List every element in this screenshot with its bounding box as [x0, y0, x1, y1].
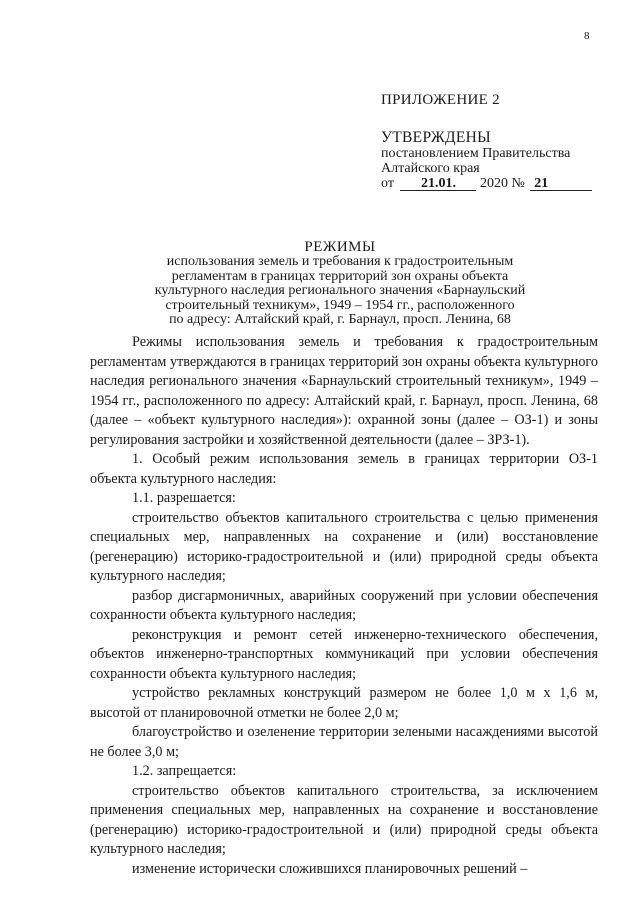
subtitle-line: культурного наследия регионального значения «Барнаульский [154, 283, 526, 298]
approved-by-line: постановлением Правительства [381, 146, 571, 161]
appendix-block [381, 92, 621, 192]
decree-year: 2020 № [479, 176, 525, 191]
list-item: строительство объектов капитального строительства, за исключением применения специальных мер, направленных на сохранение и восстановление (регенерацию) историко-градостроительной и (или) природной среды объекта культурного наследия; [90, 782, 598, 857]
list-item: реконструкция и ремонт сетей инженерно-технического обеспечения, объектов инженерно-транспортных коммуникаций при условии обеспечения сохранности объекта культурного наследия; [90, 626, 598, 682]
document-title: РЕЖИМЫ [304, 239, 376, 255]
decree-date-value: 21.01. [400, 177, 476, 191]
page-number: 8 [584, 30, 590, 42]
list-item: устройство рекламных конструкций размером не более 1,0 м х 1,6 м, высотой от планировочной отметки не более 2,0 м; [90, 685, 598, 721]
list-item: благоустройство и озеленение территории зелеными насаждениями высотой не более 3,0 м; [90, 724, 598, 760]
approved-heading: УТВЕРЖДЕНЫ [381, 129, 491, 146]
section-heading: 1. Особый режим использования земель в границах территории ОЗ-1 объекта культурного наследия: [90, 451, 598, 487]
subsection-heading: 1.1. разрешается: [132, 490, 236, 506]
date-prefix: от [381, 176, 394, 191]
document-title-block [100, 239, 580, 328]
approved-by-region: Алтайского края [381, 161, 480, 176]
list-item: изменение исторически сложившихся планировочных решений – [132, 860, 528, 877]
decree-number-value: 21 [530, 177, 592, 191]
list-item: разбор дисгармоничных, аварийных сооружений при условии обеспечения сохранности объекта культурного наследия; [90, 587, 598, 623]
document-body [90, 333, 598, 879]
appendix-title: ПРИЛОЖЕНИЕ 2 [381, 92, 500, 108]
subtitle-line: использования земель и требования к градостроительным [166, 254, 514, 269]
decree-date-row [381, 176, 621, 192]
subtitle-line: по адресу: Алтайский край, г. Барнаул, просп. Ленина, 68 [169, 312, 511, 327]
subtitle-line: регламентам в границах территорий зон охраны объекта [171, 268, 509, 284]
intro-paragraph: Режимы использования земель и требования к градостроительным регламентам утверждаются в границах территорий зон охраны объекта культурного наследия регионального значения «Барнаульский строительный техникум», 1949 – 1954 гг., расположенного по адресу: Алтайский край, г. Барнаул, просп. Ленина, 68 (далее – «объект культурного наследия»): охранной зоны (далее – ОЗ-1) и зоны регулирования застройки и хозяйственной деятельности (далее – ЗРЗ-1). [90, 334, 598, 448]
subsection-heading: 1.2. запрещается: [132, 763, 237, 779]
list-item: строительство объектов капитального строительства с целью применения специальных мер, направленных на сохранение и (или) восстановление (регенерацию) историко-градостроительной и (или) природной среды объекта культурного наследия; [90, 509, 598, 584]
subtitle-line: строительный техникум», 1949 – 1954 гг., расположенного [165, 297, 515, 313]
